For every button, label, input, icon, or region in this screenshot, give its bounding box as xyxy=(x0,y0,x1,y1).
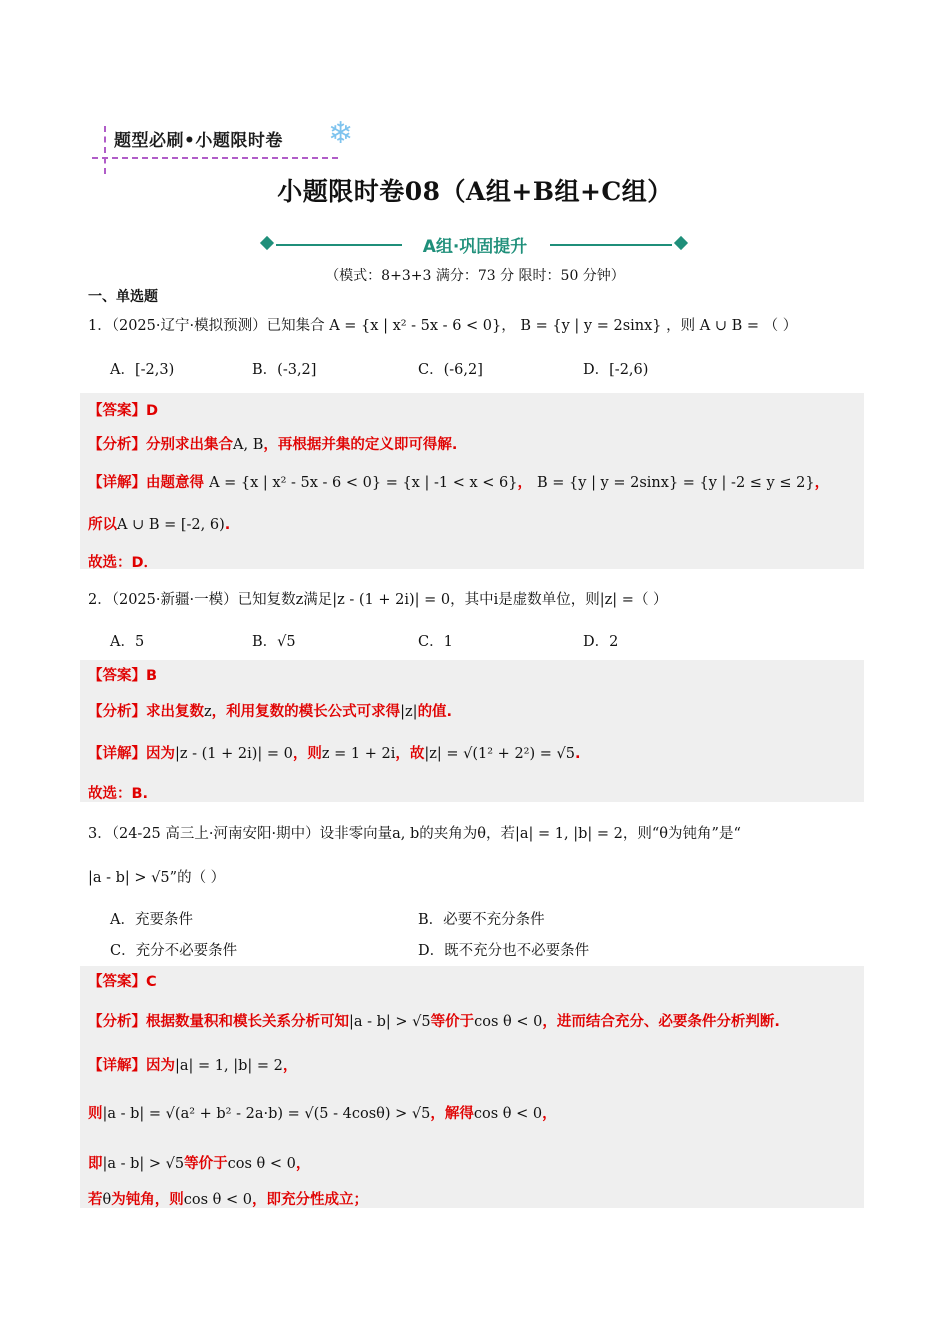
page-title: 小题限时卷08（A组+B组+C组） xyxy=(277,177,673,206)
q3-option-a[interactable]: A．充要条件 xyxy=(110,912,193,928)
question-3-stem: 3．（24-25 高三上·河南安阳·期中）设非零向量a, b的夹角为θ，若|a| = 1, |b| = 2，则“θ为钝角”是“ xyxy=(88,826,741,842)
q3-derivation: 则|a - b| = √(a² + b² - 2a·b) = √(5 - 4cosθ) > √5，解得cos θ < 0， xyxy=(88,1106,557,1122)
q3-option-d[interactable]: D．既不充分也不必要条件 xyxy=(418,943,590,959)
question-3-stem-cont: |a - b| > √5”的（ ） xyxy=(88,870,226,886)
section-heading: 一、单选题 xyxy=(88,289,158,305)
q3-analysis: 【分析】根据数量积和模长关系分析可知|a - b| > √5等价于cos θ < 0，进而结合充分、必要条件分析判断. xyxy=(88,1014,780,1030)
badge-text: 题型必刷•小题限时卷 xyxy=(114,131,283,151)
badge-horizontal-rule xyxy=(92,157,338,159)
group-a-banner xyxy=(260,232,690,258)
q3-option-b[interactable]: B．必要不充分条件 xyxy=(418,912,545,928)
q1-answer: 【答案】D xyxy=(88,403,159,419)
q2-option-c[interactable]: C．1 xyxy=(418,634,453,650)
question-1-stem: 1．（2025·辽宁·模拟预测）已知集合 A = {x | x² - 5x - 6 < 0}， B = {y | y = 2sinx} ，则 A ∪ B = （ ） xyxy=(88,318,798,334)
snowflake-icon: ❄ xyxy=(328,116,354,151)
badge-vertical-rule xyxy=(104,126,106,174)
q1-option-d[interactable]: D．[-2,6) xyxy=(583,362,649,378)
q2-solution-box xyxy=(80,660,864,802)
q1-solution-box xyxy=(80,393,864,569)
q3-answer: 【答案】C xyxy=(88,974,157,990)
q2-option-a[interactable]: A．5 xyxy=(110,634,145,650)
q2-choose: 故选：B. xyxy=(88,786,149,802)
q3-solution-box xyxy=(80,966,864,1208)
q2-analysis: 【分析】求出复数z，利用复数的模长公式可求得|z|的值. xyxy=(88,704,453,720)
q1-option-b[interactable]: B．(-3,2] xyxy=(252,362,317,378)
q1-union: 所以A ∪ B = [-2, 6). xyxy=(88,517,231,533)
exam-meta: （模式：8+3+3 满分：73 分 限时：50 分钟） xyxy=(325,268,625,284)
q1-analysis: 【分析】分别求出集合A, B，再根据并集的定义即可得解. xyxy=(88,437,458,453)
q3-sufficiency: 若θ为钝角，则cos θ < 0，即充分性成立； xyxy=(88,1192,368,1208)
q2-option-d[interactable]: D．2 xyxy=(583,634,619,650)
q1-option-c[interactable]: C．(-6,2] xyxy=(418,362,483,378)
q3-option-c[interactable]: C．充分不必要条件 xyxy=(110,943,238,959)
q1-option-a[interactable]: A．[-2,3) xyxy=(110,362,175,378)
q2-answer: 【答案】B xyxy=(88,668,158,684)
q2-detail: 【详解】因为|z - (1 + 2i)| = 0，则z = 1 + 2i，故|z| = √(1² + 2²) = √5. xyxy=(88,746,581,762)
q1-choose: 故选：D． xyxy=(88,555,159,571)
q2-option-b[interactable]: B．√5 xyxy=(252,634,296,650)
q3-detail: 【详解】因为|a| = 1, |b| = 2， xyxy=(88,1058,298,1074)
question-2-stem: 2．（2025·新疆·一模）已知复数z满足|z - (1 + 2i)| = 0，其中i是虚数单位，则|z| =（ ） xyxy=(88,592,668,608)
q1-set-a: A = {x | x² - 5x - 6 < 0} xyxy=(329,318,502,334)
q3-equivalence: 即|a - b| > √5等价于cos θ < 0， xyxy=(88,1156,311,1172)
series-badge xyxy=(92,118,362,173)
group-a-label: A组·巩固提升 xyxy=(422,237,528,257)
q1-set-b: B = {y | y = 2sinx} xyxy=(520,318,662,334)
q1-detail: 【详解】由题意得 A = {x | x² - 5x - 6 < 0} = {x | -1 < x < 6}， B = {y | y = 2sinx} = {y | -2 ≤ y ≤ 2}， xyxy=(88,475,830,491)
